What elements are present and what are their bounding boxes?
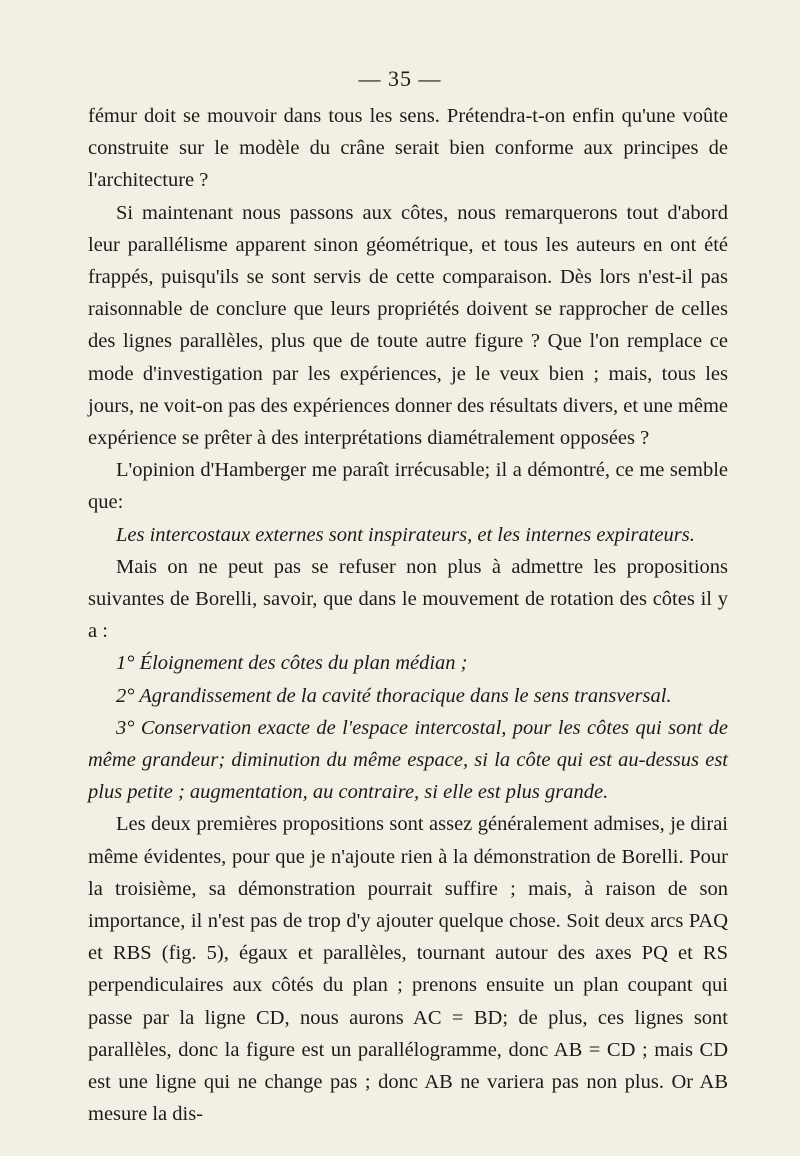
paragraph-1: fémur doit se mouvoir dans tous les sens. Prétendra-t-on enfin qu'une voûte construite sur le modèle du crâne serait bien conforme aux principes de l'architecture ? (88, 105, 728, 192)
body-text (88, 100, 728, 1131)
paragraph-3: L'opinion d'Hamberger me paraît irrécusable; il a démontré, ce me semble que: (88, 459, 728, 514)
page-number: — 35 — (358, 66, 442, 91)
list-item-1: 1° Éloignement des côtes du plan médian ; (116, 652, 468, 675)
list-item-3: 3° Conservation exacte de l'espace intercostal, pour les côtes qui sont de même grandeur; diminution du même espace, si la côte qui est au-dessus est plus petite ; augmentation, au contraire, si elle est plus grande. (88, 716, 728, 804)
paragraph-4-italic: Les intercostaux externes sont inspirateurs, et les internes expirateurs. (116, 523, 695, 546)
list-item-2: 2° Agrandissement de la cavité thoracique dans le sens transversal. (116, 684, 672, 707)
paragraph-5: Mais on ne peut pas se refuser non plus à admettre les propositions suivantes de Borelli, savoir, que dans le mouvement de rotation des côtes il y a : (88, 555, 728, 643)
paragraph-9: Les deux premières propositions sont assez généralement admises, je dirai même évidentes, pour que je n'ajoute rien à la démonstration de Borelli. Pour la troisième, sa démonstration pourrait suffire ; mais, à raison de son importance, il n'est pas de trop d'y ajouter quelque chose. Soit deux arcs PAQ et RBS (fig. 5), égaux et parallèles, tournant autour des axes PQ et RS perpendiculaires aux côtés du plan ; prenons ensuite un plan coupant qui passe par la ligne CD, nous aurons AC = BD; de plus, ces lignes sont parallèles, donc la figure est un parallélogramme, donc AB = CD ; mais CD est une ligne qui ne change pas ; donc AB ne variera pas non plus. Or AB mesure la dis- (88, 813, 728, 1126)
paragraph-2: Si maintenant nous passons aux côtes, nous remarquerons tout d'abord leur parallélisme apparent sinon géométrique, et tous les auteurs en ont été frappés, puisqu'ils se sont servis de cette comparaison. Dès lors n'est-il pas raisonnable de conclure que leurs propriétés doivent se rapprocher de celles des lignes parallèles, plus que de toute autre figure ? Que l'on remplace ce mode d'investigation par les expériences, je le veux bien ; mais, tous les jours, ne voit-on pas des expériences donner des résultats divers, et une même expérience se prêter à des interprétations diamétralement opposées ? (88, 201, 728, 450)
